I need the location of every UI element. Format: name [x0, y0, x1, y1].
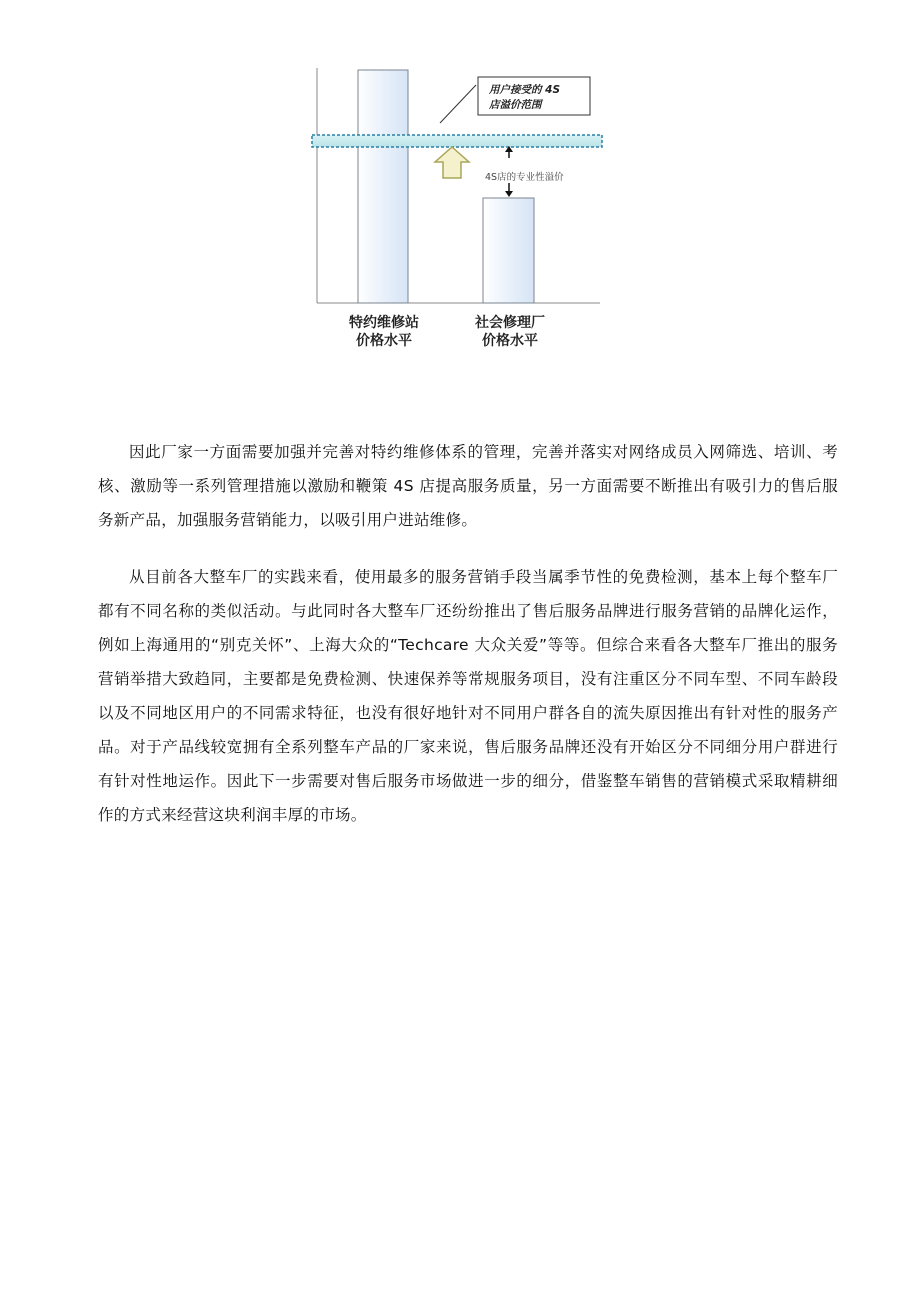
bar-label-2-line-1: 社会修理厂: [475, 315, 545, 331]
bar-authorized-station: [358, 70, 408, 303]
premium-label: 4S店的专业性溢价: [485, 172, 564, 183]
bar-label-1-line-1: 特约维修站: [349, 315, 419, 331]
callout-leader: [440, 85, 476, 123]
paragraph-2: 从目前各大整车厂的实践来看，使用最多的服务营销手段当属季节性的免费检测，基本上每个整车厂都有不同名称的类似活动。与此同时各大整车厂还纷纷推出了售后服务品牌进行服务营销的品牌化运作，例如上海通用的“别克关怀”、上海大众的“Techcare 大众关爱”等等。但综合来看各大整车厂推出的服务营销举措大致趋同，主要都是免费检测、快速保养等常规服务项目，没有注重区分不同车型、不同车龄段以及不同地区用户的不同需求特征，也没有很好地针对不同用户群各自的流失原因推出有针对性的服务产品。对于产品线较宽拥有全系列整车产品的厂家来说，售后服务品牌还没有开始区分不同细分用户群进行有针对性地运作。因此下一步需要对售后服务市场做进一步的细分，借鉴整车销售的营销模式采取精耕细作的方式来经营这块利润丰厚的市场。: [98, 567, 838, 824]
price-comparison-figure: [0, 0, 920, 400]
bar-label-2-line-2: 价格水平: [482, 333, 538, 349]
premium-band: [312, 135, 602, 147]
paragraph-1: 因此厂家一方面需要加强并完善对特约维修体系的管理，完善并落实对网络成员入网筛选、培训、考核、激励等一系列管理措施以激励和鞭策 4S 店提高服务质量，另一方面需要不断推出有吸引力的售后服务新产品，加强服务营销能力，以吸引用户进站维修。: [98, 442, 838, 529]
callout-line-1: 用户接受的 4S: [489, 84, 561, 96]
bar-independent-shop: [483, 198, 534, 303]
callout-line-2: 店溢价范围: [489, 99, 542, 111]
bar-label-1-line-2: 价格水平: [356, 333, 412, 349]
up-arrow-icon: [435, 147, 469, 178]
